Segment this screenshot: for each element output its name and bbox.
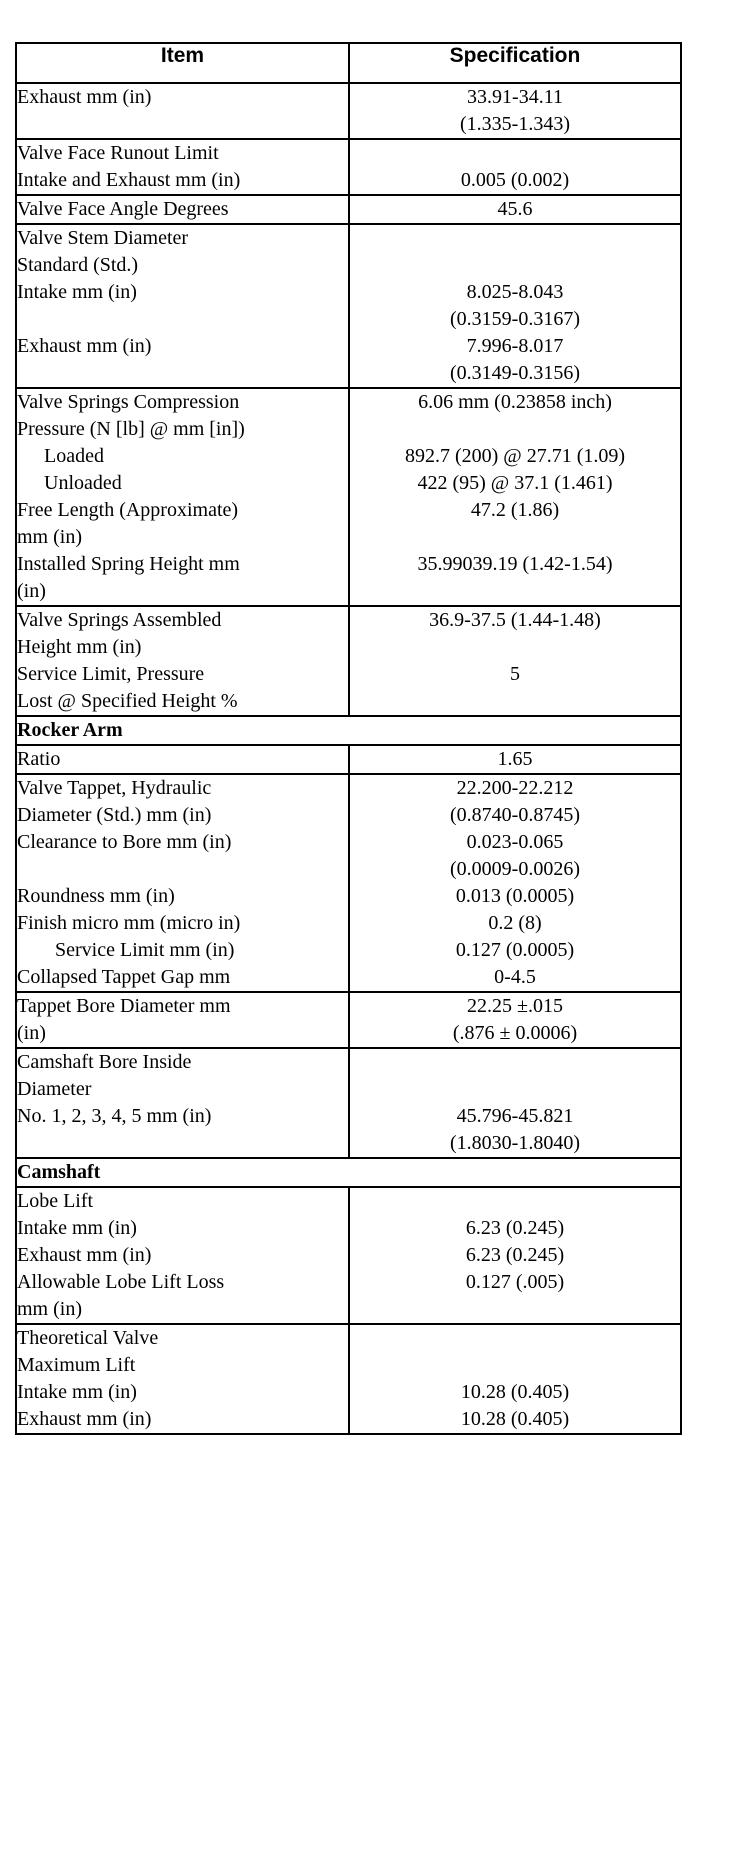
specification-value: (.876 ± 0.0006) xyxy=(452,1022,578,1044)
table-header-row xyxy=(16,43,681,83)
item-text: Exhaust mm (in) xyxy=(17,1408,152,1430)
specification-value: 22.25 ±.015 xyxy=(467,995,563,1017)
specification-value: 6.23 (0.245) xyxy=(465,1217,565,1239)
specification-value: 7.996-8.017 xyxy=(466,335,564,357)
specification-value xyxy=(350,225,680,252)
item-text xyxy=(17,360,348,387)
item-text: Exhaust mm (in) xyxy=(17,1244,152,1266)
item-text: Installed Spring Height mm xyxy=(17,553,240,575)
table-row xyxy=(16,224,681,388)
specification-value xyxy=(350,688,680,715)
specification-value: (0.3159-0.3167) xyxy=(450,308,580,330)
specification-value: 8.025-8.043 xyxy=(466,281,564,303)
item-text xyxy=(17,856,348,883)
specification-cell xyxy=(349,195,681,224)
specification-cell xyxy=(349,388,681,606)
specification-value: 892.7 (200) @ 27.71 (1.09) xyxy=(404,445,626,467)
specification-cell xyxy=(349,224,681,388)
specification-value xyxy=(350,1188,680,1215)
table-row xyxy=(16,195,681,224)
section-title xyxy=(16,716,681,745)
specification-cell xyxy=(349,992,681,1048)
item-text: Theoretical Valve xyxy=(17,1327,159,1349)
specification-value: (1.8030-1.8040) xyxy=(450,1132,580,1154)
item-text: Height mm (in) xyxy=(17,636,142,658)
table-body xyxy=(16,83,681,1434)
table-row xyxy=(16,83,681,139)
item-text: Service Limit mm (in) xyxy=(55,939,235,961)
header-specification: Specification xyxy=(349,43,681,83)
item-text: (in) xyxy=(17,580,46,602)
specification-cell xyxy=(349,1048,681,1158)
item-text: Collapsed Tappet Gap mm xyxy=(17,966,231,988)
specification-value xyxy=(350,416,680,443)
item-text: Pressure (N [lb] @ mm [in]) xyxy=(17,418,245,440)
table-row xyxy=(16,388,681,606)
item-text: Valve Face Angle Degrees xyxy=(17,198,229,220)
item-text: Loaded xyxy=(44,445,104,467)
specification-table xyxy=(15,42,682,1435)
item-text: Valve Springs Compression xyxy=(17,391,240,413)
item-cell xyxy=(16,388,349,606)
item-text: Diameter xyxy=(17,1078,92,1100)
section-label: Camshaft xyxy=(17,1161,101,1183)
specification-value: 22.200-22.212 xyxy=(456,777,574,799)
table-row xyxy=(16,139,681,195)
specification-value: 10.28 (0.405) xyxy=(460,1408,570,1430)
specification-value: 36.9-37.5 (1.44-1.48) xyxy=(429,609,601,631)
specification-value: (0.8740-0.8745) xyxy=(450,804,580,826)
item-text: Lobe Lift xyxy=(17,1190,94,1212)
specification-value: 5 xyxy=(510,663,520,685)
specification-cell xyxy=(349,1324,681,1434)
specification-value: 0.127 (.005) xyxy=(465,1271,565,1293)
specification-value xyxy=(350,1049,680,1076)
item-text: Tappet Bore Diameter mm xyxy=(17,995,231,1017)
item-cell xyxy=(16,195,349,224)
specification-cell xyxy=(349,139,681,195)
section-label: Rocker Arm xyxy=(17,719,123,741)
table-row xyxy=(16,992,681,1048)
table-row xyxy=(16,1048,681,1158)
item-cell xyxy=(16,139,349,195)
specification-value xyxy=(350,1296,680,1323)
table-row xyxy=(16,1324,681,1434)
item-cell xyxy=(16,774,349,992)
item-cell xyxy=(16,1187,349,1324)
specification-cell xyxy=(349,1187,681,1324)
specification-cell xyxy=(349,774,681,992)
specification-cell xyxy=(349,83,681,139)
item-text: Standard (Std.) xyxy=(17,254,139,276)
specification-cell xyxy=(349,745,681,774)
specification-value: 0.013 (0.0005) xyxy=(455,885,575,907)
item-text: mm (in) xyxy=(17,1298,82,1320)
specification-value: 47.2 (1.86) xyxy=(470,499,560,521)
specification-value: 6.06 mm (0.23858 inch) xyxy=(418,391,612,413)
specification-value: 6.23 (0.245) xyxy=(465,1244,565,1266)
item-cell xyxy=(16,1324,349,1434)
specification-value: (0.3149-0.3156) xyxy=(450,362,580,384)
specification-value xyxy=(350,1325,680,1352)
section-row xyxy=(16,716,681,745)
specification-value: 45.796-45.821 xyxy=(456,1105,574,1127)
item-text: Valve Face Runout Limit xyxy=(17,142,219,164)
table-row xyxy=(16,1187,681,1324)
section-title xyxy=(16,1158,681,1187)
item-cell xyxy=(16,992,349,1048)
item-text: Diameter (Std.) mm (in) xyxy=(17,804,212,826)
item-text: Roundness mm (in) xyxy=(17,885,175,907)
specification-value: 35.99039.19 (1.42-1.54) xyxy=(417,553,613,575)
item-text: Unloaded xyxy=(44,472,122,494)
specification-value: 422 (95) @ 37.1 (1.461) xyxy=(417,472,613,494)
specification-value: 33.91-34.11 xyxy=(467,86,563,108)
item-cell xyxy=(16,745,349,774)
item-text: Finish micro mm (micro in) xyxy=(17,912,241,934)
specification-value: 10.28 (0.405) xyxy=(460,1381,570,1403)
item-text: Lost @ Specified Height % xyxy=(17,690,238,712)
item-text: Valve Springs Assembled xyxy=(17,609,222,631)
specification-value: 45.6 xyxy=(497,198,533,220)
item-text: Service Limit, Pressure xyxy=(17,663,205,685)
item-text: Camshaft Bore Inside xyxy=(17,1051,192,1073)
specification-value xyxy=(350,1076,680,1103)
item-text: mm (in) xyxy=(17,526,82,548)
item-text: Allowable Lobe Lift Loss xyxy=(17,1271,225,1293)
specification-value xyxy=(350,140,680,167)
table-row xyxy=(16,606,681,716)
specification-value xyxy=(350,634,680,661)
item-text: Free Length (Approximate) xyxy=(17,499,239,521)
specification-value xyxy=(350,578,680,605)
item-text: Exhaust mm (in) xyxy=(17,86,152,108)
specification-value: 0.023-0.065 xyxy=(466,831,564,853)
item-text xyxy=(17,111,348,138)
item-text: Clearance to Bore mm (in) xyxy=(17,831,232,853)
section-row xyxy=(16,1158,681,1187)
specification-value: (0.0009-0.0026) xyxy=(450,858,580,880)
specification-value: 0.005 (0.002) xyxy=(460,169,570,191)
item-text: Maximum Lift xyxy=(17,1354,136,1376)
item-text: Intake mm (in) xyxy=(17,281,137,303)
item-text: Valve Tappet, Hydraulic xyxy=(17,777,212,799)
item-text: Valve Stem Diameter xyxy=(17,227,189,249)
item-text: Exhaust mm (in) xyxy=(17,335,152,357)
specification-value xyxy=(350,524,680,551)
item-text: Intake mm (in) xyxy=(17,1217,137,1239)
specification-value: 0-4.5 xyxy=(494,966,536,988)
item-cell xyxy=(16,1048,349,1158)
table-row xyxy=(16,745,681,774)
item-text xyxy=(17,1130,348,1157)
item-text: (in) xyxy=(17,1022,46,1044)
item-cell xyxy=(16,606,349,716)
specification-value xyxy=(350,252,680,279)
item-text xyxy=(17,306,348,333)
specification-value: 0.2 (8) xyxy=(488,912,542,934)
table-row xyxy=(16,774,681,992)
specification-cell xyxy=(349,606,681,716)
header-item: Item xyxy=(16,43,349,83)
item-text: Ratio xyxy=(17,748,61,770)
specification-value: 0.127 (0.0005) xyxy=(455,939,575,961)
specification-value: 1.65 xyxy=(497,748,533,770)
item-cell xyxy=(16,83,349,139)
item-text: Intake and Exhaust mm (in) xyxy=(17,169,241,191)
specification-value xyxy=(350,1352,680,1379)
item-text: No. 1, 2, 3, 4, 5 mm (in) xyxy=(17,1105,212,1127)
specification-value: (1.335-1.343) xyxy=(460,113,570,135)
item-cell xyxy=(16,224,349,388)
item-text: Intake mm (in) xyxy=(17,1381,137,1403)
